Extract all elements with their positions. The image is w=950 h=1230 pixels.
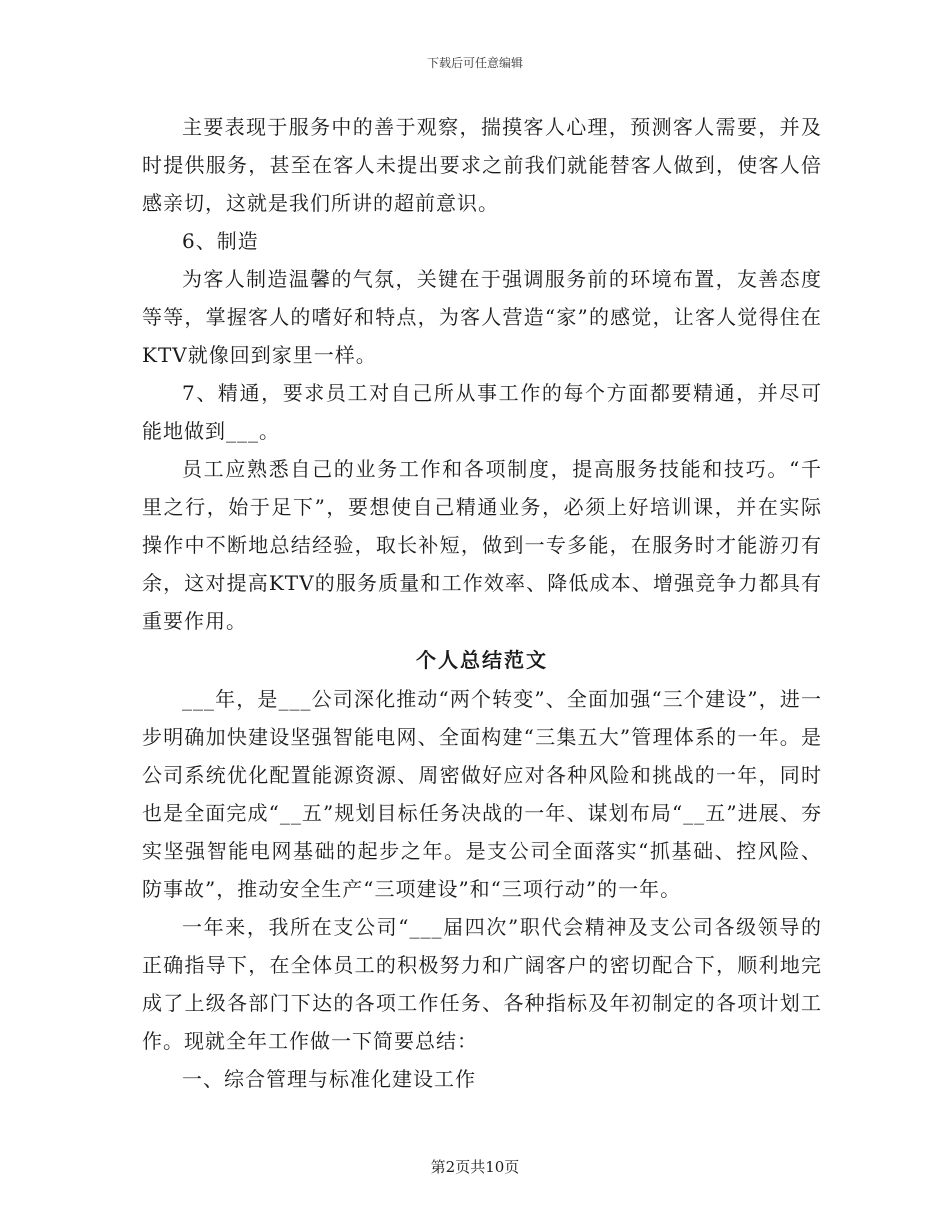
paragraph-year-overview: ___年，是___公司深化推动“两个转变”、全面加强“三个建设”，进一步明确加快建设坚强智能电网、全面构建“三集五大”管理体系的一年。是公司系统优化配置能源资源、周密做好应对各种风险和挑战的一年，同时也是全面完成“__五”规划目标任务决战的一年、谋划布局“__五”进展、夯实坚强智能电网基础的起步之年。是支公司全面落实“抓基础、控风险、防事故”，推动安全生产“三项建设”和“三项行动”的一年。	[142, 687, 822, 901]
paragraph-atmosphere: 为客人制造温馨的气氛，关键在于强调服务前的环境布置，友善态度等等，掌握客人的嗜好和特点，为客人营造“家”的感觉，让客人觉得住在KTV就像回到家里一样。	[142, 267, 822, 367]
section-heading-management: 一、综合管理与标准化建设工作	[182, 1067, 476, 1091]
paragraph-year-summary: 一年来，我所在支公司“___届四次”职代会精神及支公司各级领导的正确指导下，在全体员工的积极努力和广阔客户的密切配合下，顺利地完成了上级各部门下达的各项工作任务、各种指标及年初制定的各项计划工作。现就全年工作做一下简要总结：	[142, 915, 822, 1053]
document-title: 个人总结范文	[416, 648, 548, 672]
document-body	[142, 108, 822, 1098]
paragraph-proficient: 7、精通，要求员工对自己所从事工作的每个方面都要精通，并尽可能地做到___。	[142, 381, 822, 443]
paragraph-training: 员工应熟悉自己的业务工作和各项制度，提高服务技能和技巧。“千里之行，始于足下”，要想使自己精通业务，必须上好培训课，并在实际操作中不断地总结经验，取长补短，做到一专多能，在服务时才能游刃有余，这对提高KTV的服务质量和工作效率、降低成本、增强竞争力都具有重要作用。	[142, 457, 822, 633]
section-heading-create: 6、制造	[182, 229, 259, 253]
page-number: 第2页共10页	[430, 1158, 520, 1176]
paragraph-foresight: 主要表现于服务中的善于观察，揣摸客人心理，预测客人需要，并及时提供服务，甚至在客人未提出要求之前我们就能替客人做到，使客人倍感亲切，这就是我们所讲的超前意识。	[142, 115, 822, 215]
page-header: 下载后可任意编辑	[426, 56, 523, 70]
